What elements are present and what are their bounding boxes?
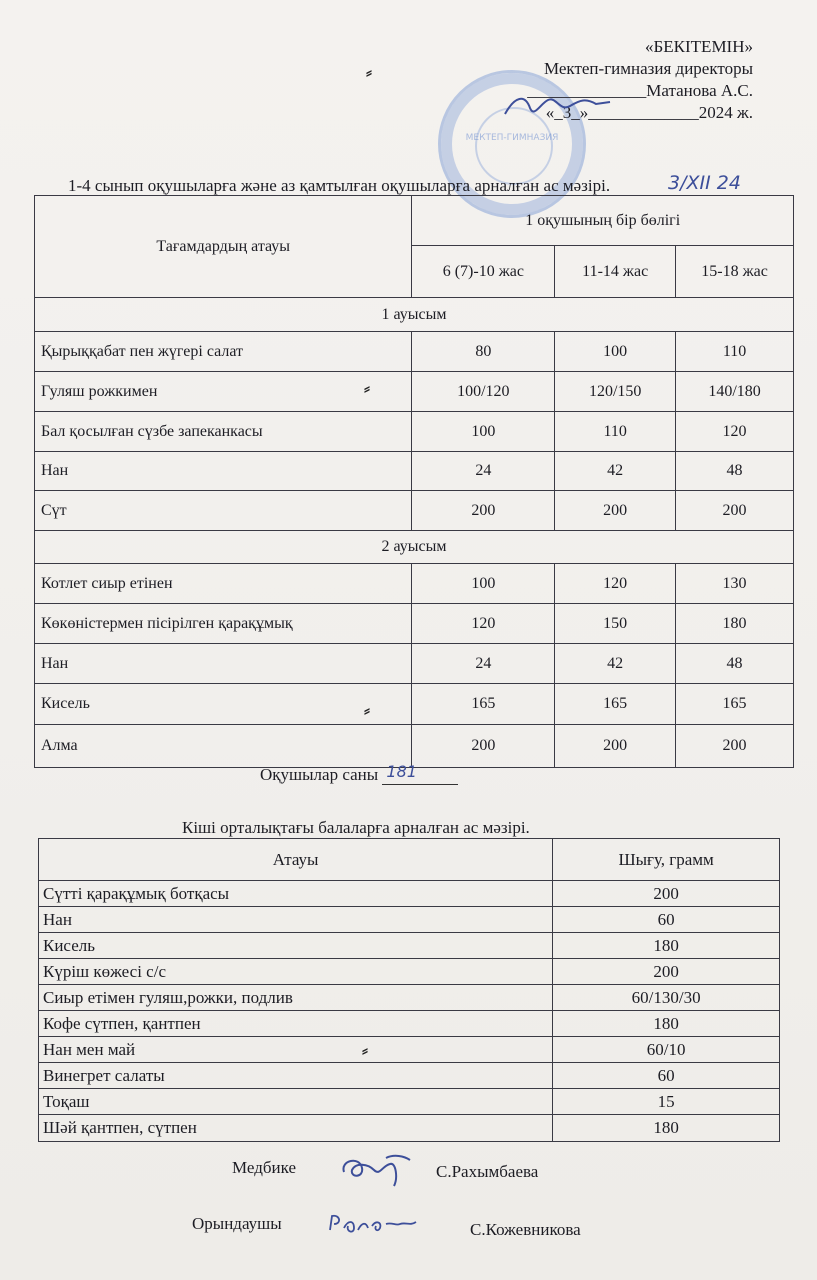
table-row <box>39 1011 780 1037</box>
header-portion: 1 оқушының бір бөлігі <box>412 196 794 246</box>
table-row <box>35 491 794 531</box>
mark-icon: ⸗ <box>366 62 372 82</box>
item-name: Тоқаш <box>39 1089 553 1115</box>
dish-name: Қырыққабат пен жүгері салат <box>35 332 412 372</box>
table-row <box>39 1037 780 1063</box>
table-row <box>35 452 794 491</box>
portion-value: 165 <box>412 684 555 725</box>
table-row <box>35 372 794 412</box>
student-count <box>260 762 458 785</box>
approval-position: Мектеп-гимназия директоры <box>543 59 753 78</box>
mark-icon: ⸗ <box>362 1040 368 1060</box>
mark-icon: ⸗ <box>364 378 370 398</box>
dish-name: Котлет сиыр етінен <box>35 564 412 604</box>
portion-value: 120 <box>555 564 676 604</box>
item-name: Күріш көжесі с/с <box>39 959 553 985</box>
portion-value: 100 <box>412 564 555 604</box>
table-row <box>39 985 780 1011</box>
item-yield: 180 <box>553 933 780 959</box>
approval-heading: «БЕКІТЕМІН» <box>645 37 753 56</box>
portion-value: 200 <box>676 491 794 531</box>
item-yield: 60/130/30 <box>553 985 780 1011</box>
nurse-signature <box>338 1148 418 1192</box>
menu1-table <box>34 195 794 768</box>
portion-value: 100 <box>555 332 676 372</box>
portion-value: 100 <box>412 412 555 452</box>
table-row <box>35 332 794 372</box>
approval-director: ______________Матанова А.С. <box>527 81 753 100</box>
item-name: Винегрет салаты <box>39 1063 553 1089</box>
portion-value: 120 <box>676 412 794 452</box>
table-row <box>39 907 780 933</box>
portion-value: 48 <box>676 644 794 684</box>
table-row <box>39 1115 780 1142</box>
portion-value: 120 <box>412 604 555 644</box>
portion-value: 120/150 <box>555 372 676 412</box>
portion-value: 165 <box>555 684 676 725</box>
portion-value: 140/180 <box>676 372 794 412</box>
portion-value: 100/120 <box>412 372 555 412</box>
table-row <box>39 959 780 985</box>
item-yield: 60 <box>553 1063 780 1089</box>
dish-name: Сүт <box>35 491 412 531</box>
portion-value: 110 <box>555 412 676 452</box>
dish-name: Кисель <box>35 684 412 725</box>
shift2-label: 2 ауысым <box>35 531 794 564</box>
approval-date: «_3_»_____________2024 ж. <box>545 103 753 122</box>
handwritten-date: 3/XII 24 <box>668 172 741 194</box>
age-group-3: 15-18 жас <box>676 246 794 298</box>
menu2-title: Кіші орталықтағы балаларға арналған ас мәзірі. <box>182 818 530 837</box>
dish-name: Нан <box>35 644 412 684</box>
portion-value: 165 <box>676 684 794 725</box>
table-row <box>39 1089 780 1115</box>
table-row <box>35 644 794 684</box>
student-count-value: 181 <box>386 762 417 781</box>
table-row <box>35 564 794 604</box>
age-group-1: 6 (7)-10 жас <box>412 246 555 298</box>
item-name: Шәй қантпен, сүтпен <box>39 1115 553 1142</box>
student-count-line <box>382 762 458 785</box>
item-name: Кофе сүтпен, қантпен <box>39 1011 553 1037</box>
table-row <box>35 684 794 725</box>
header-dish-name: Тағамдардың атауы <box>35 196 412 298</box>
executor-signature <box>326 1210 422 1240</box>
mark-icon: ⸗ <box>364 700 370 720</box>
portion-value: 110 <box>676 332 794 372</box>
menu1-title: 1-4 сынып оқушыларға және аз қамтылған оқушыларға арналған ас мәзірі. <box>68 176 611 195</box>
nurse-label: Медбике <box>232 1158 296 1177</box>
portion-value: 200 <box>555 725 676 768</box>
portion-value: 48 <box>676 452 794 491</box>
item-yield: 60/10 <box>553 1037 780 1063</box>
portion-value: 150 <box>555 604 676 644</box>
item-yield: 180 <box>553 1115 780 1142</box>
table-row <box>35 604 794 644</box>
header-yield: Шығу, грамм <box>553 839 780 881</box>
age-group-2: 11-14 жас <box>555 246 676 298</box>
item-name: Сиыр етімен гуляш,рожки, подлив <box>39 985 553 1011</box>
item-yield: 200 <box>553 881 780 907</box>
item-name: Нан <box>39 907 553 933</box>
dish-name: Алма <box>35 725 412 768</box>
table-row <box>39 1063 780 1089</box>
item-name: Сүтті қарақұмық ботқасы <box>39 881 553 907</box>
item-name: Кисель <box>39 933 553 959</box>
portion-value: 200 <box>555 491 676 531</box>
portion-value: 180 <box>676 604 794 644</box>
executor-label: Орындаушы <box>192 1214 282 1233</box>
table-row <box>39 881 780 907</box>
portion-value: 42 <box>555 452 676 491</box>
dish-name: Нан <box>35 452 412 491</box>
portion-value: 42 <box>555 644 676 684</box>
dish-name: Бал қосылған сүзбе запеканкасы <box>35 412 412 452</box>
table-row <box>39 933 780 959</box>
menu2-table <box>38 838 780 1142</box>
portion-value: 200 <box>412 725 555 768</box>
item-yield: 200 <box>553 959 780 985</box>
item-name: Нан мен май <box>39 1037 553 1063</box>
item-yield: 60 <box>553 907 780 933</box>
portion-value: 200 <box>676 725 794 768</box>
shift1-label: 1 ауысым <box>35 298 794 332</box>
portion-value: 80 <box>412 332 555 372</box>
item-yield: 180 <box>553 1011 780 1037</box>
director-signature <box>500 86 620 126</box>
nurse-name: С.Рахымбаева <box>436 1162 539 1181</box>
portion-value: 200 <box>412 491 555 531</box>
item-yield: 15 <box>553 1089 780 1115</box>
portion-value: 24 <box>412 452 555 491</box>
dish-name: Көкөністермен пісірілген қарақұмық <box>35 604 412 644</box>
portion-value: 130 <box>676 564 794 604</box>
table-row <box>35 412 794 452</box>
portion-value: 24 <box>412 644 555 684</box>
header-item-name: Атауы <box>39 839 553 881</box>
student-count-label: Оқушылар саны <box>260 765 379 784</box>
dish-name: Гуляш рожкимен <box>35 372 412 412</box>
stamp-text: МЕКТЕП-ГИМНАЗИЯ <box>465 133 559 143</box>
executor-name: С.Кожевникова <box>470 1220 581 1239</box>
